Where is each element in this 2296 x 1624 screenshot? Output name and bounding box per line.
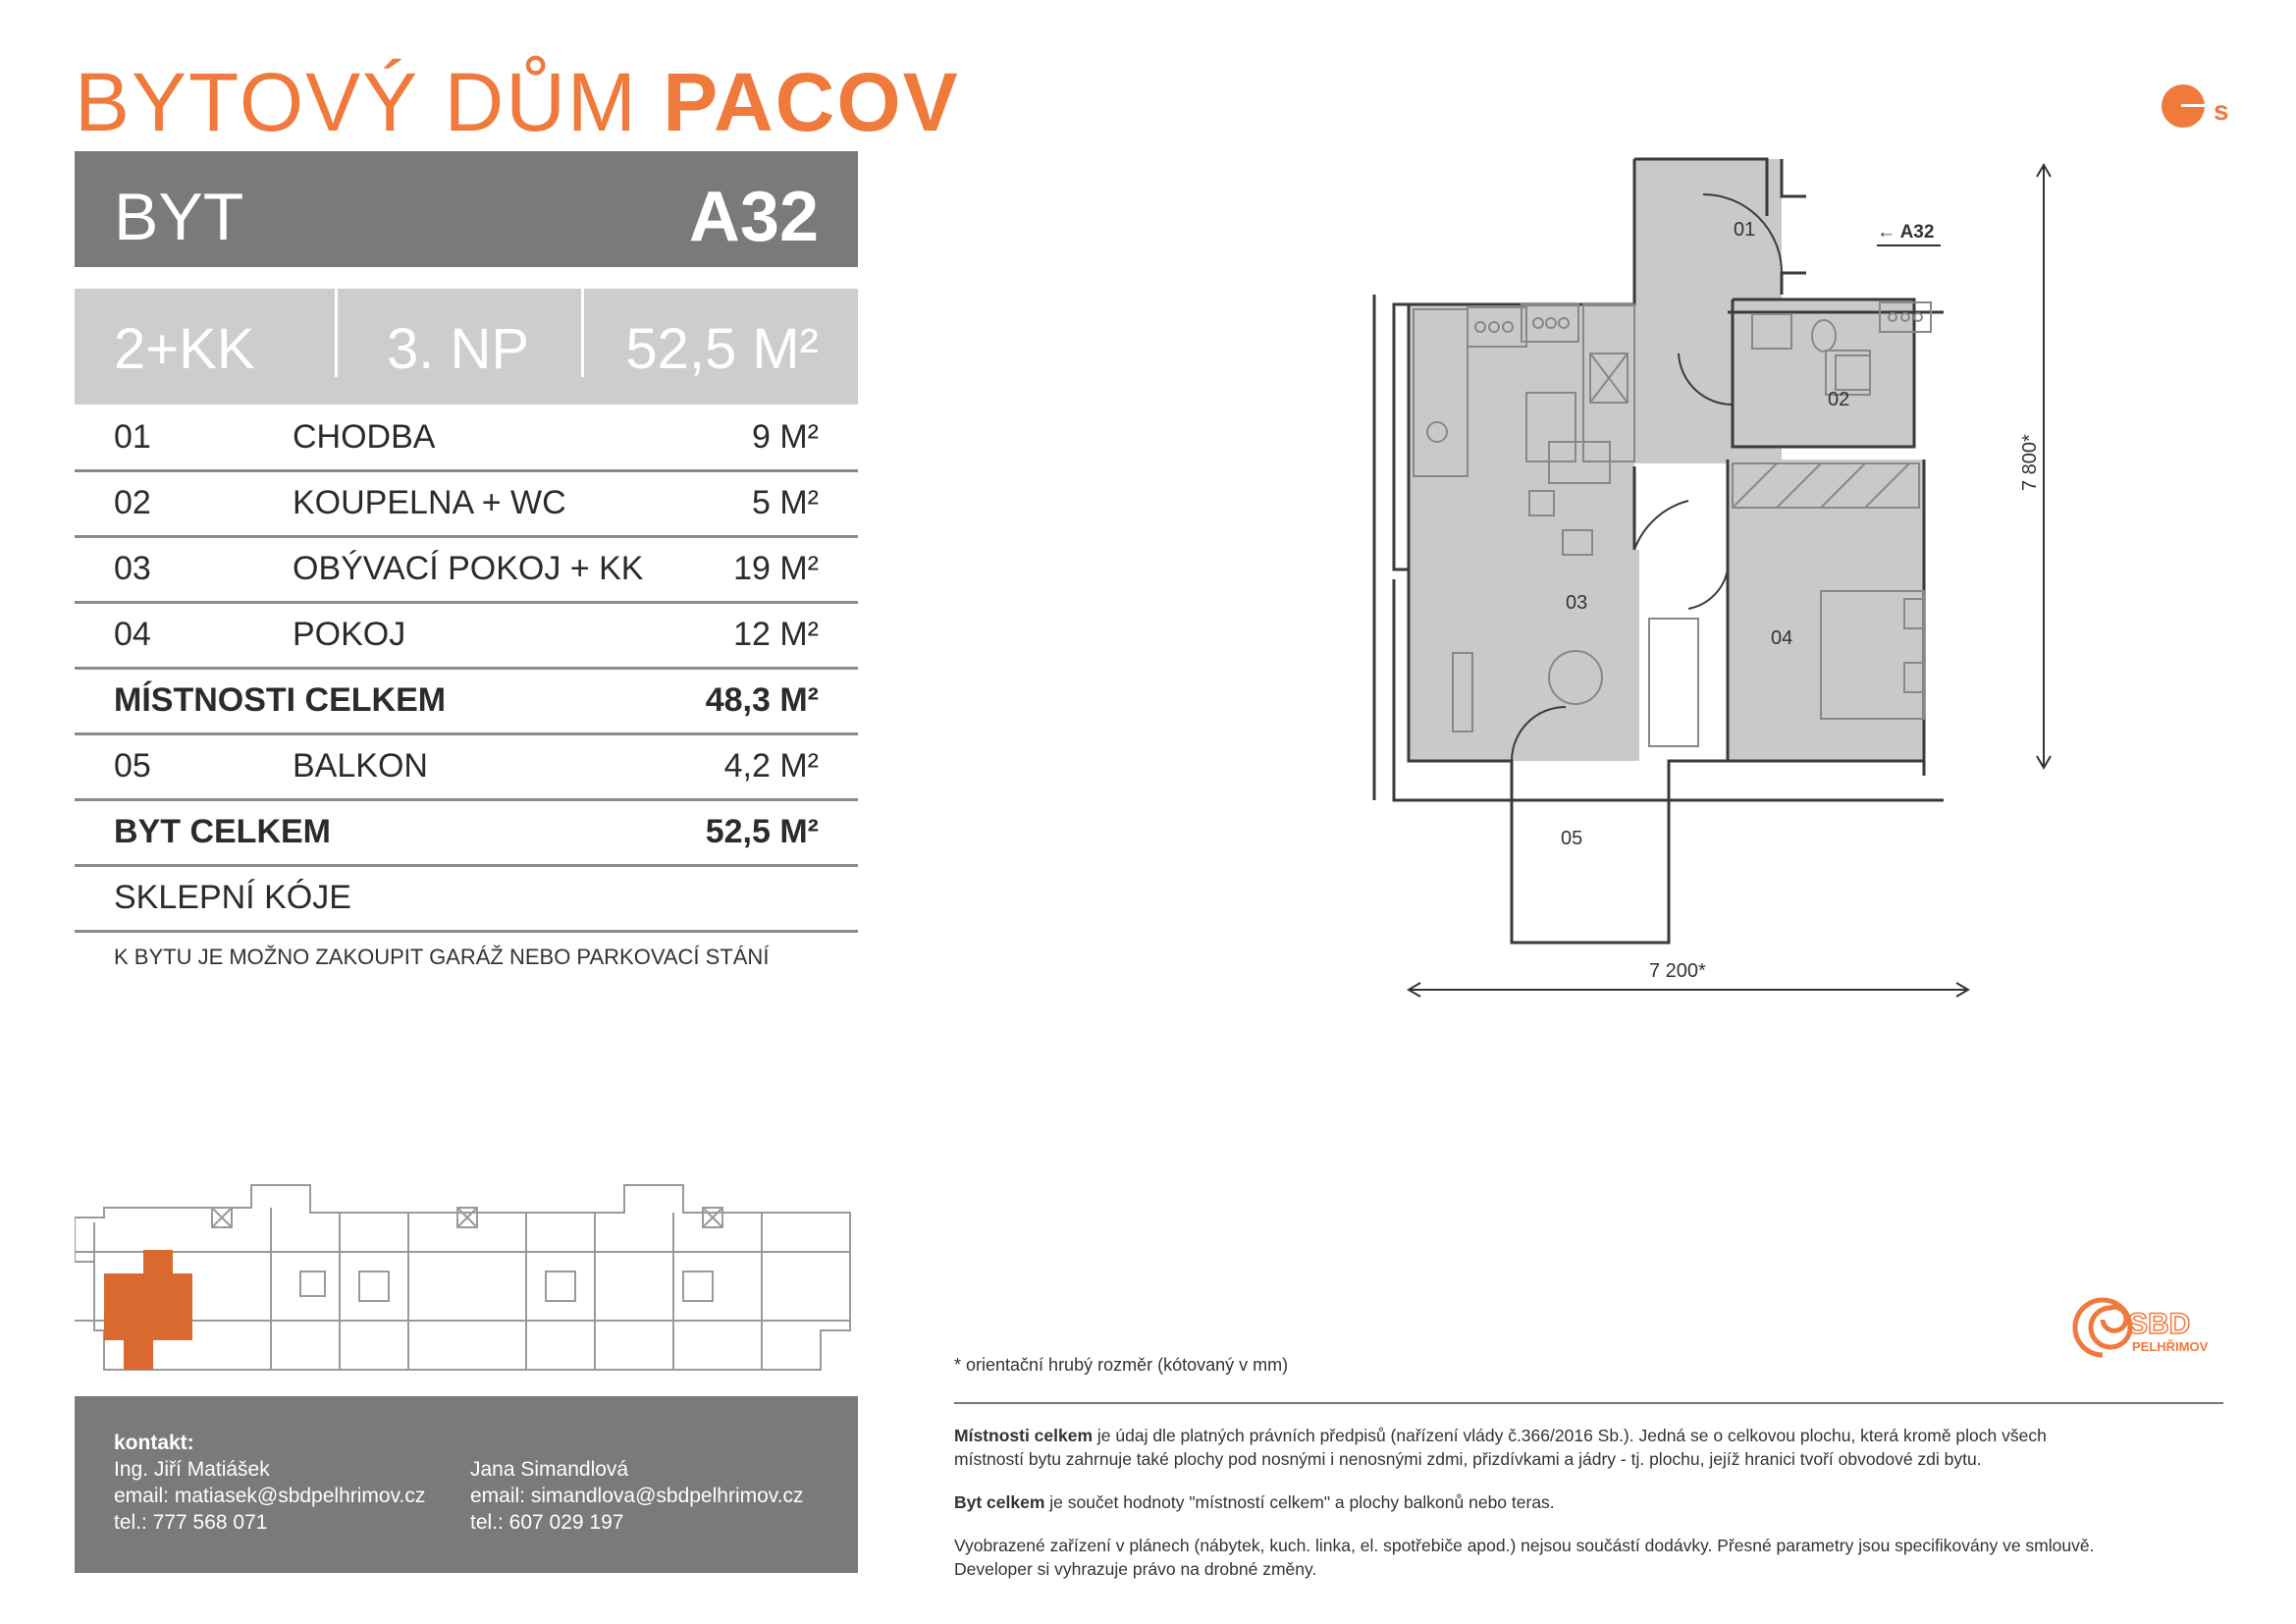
unit-stats-bar [75, 289, 858, 405]
floor-plan [1355, 147, 2061, 1011]
room-name: CHODBA [293, 418, 436, 456]
room-row [75, 470, 858, 538]
svg-text:SBD: SBD [2128, 1308, 2191, 1340]
unit-total-label: BYT CELKEM [114, 813, 331, 850]
room-row [75, 405, 858, 472]
room-name: POKOJ [293, 616, 406, 653]
disclaimer-equipment: Vyobrazené zařízení v plánech (nábytek, kuch. linka, el. spotřebiče apod.) nejsou součástí dodávky. Přesné parametry jsou specifikovány ve smlouvě. Developer si vyhrazuje právo na drobné změny. [954, 1536, 2095, 1579]
brand-logo-icon [2160, 84, 2238, 134]
rooms-total-area: 48,3 M² [705, 681, 819, 719]
plan-room-label: 05 [1561, 828, 1583, 849]
room-name: OBÝVACÍ POKOJ + KK [293, 550, 644, 587]
room-row [75, 602, 858, 670]
divider [954, 1402, 2223, 1404]
room-04-fill [1728, 460, 1924, 762]
rooms-total-row [75, 668, 858, 735]
room-area: 12 M² [733, 616, 819, 653]
stats-divider [581, 289, 584, 377]
plan-room-label: 01 [1734, 219, 1756, 241]
unit-banner [75, 151, 858, 267]
contact-email[interactable]: email: simandlova@sbdpelhrimov.cz [470, 1485, 804, 1507]
unit-total-row [75, 799, 858, 867]
rooms-total-label: MÍSTNOSTI CELKEM [114, 681, 447, 719]
cellar-label: SKLEPNÍ KÓJE [114, 879, 351, 916]
building-key-plan [75, 1173, 860, 1380]
plan-room-label: 02 [1828, 389, 1850, 410]
dimension-height: 7 800* [2019, 434, 2041, 491]
room-area: 5 M² [752, 484, 819, 521]
contact-phone[interactable]: tel.: 607 029 197 [470, 1511, 624, 1534]
dimension-width: 7 200* [1649, 960, 1706, 982]
disclaimer-unit-total: Byt celkem je součet hodnoty "místností celkem" a plochy balkonů nebo teras. [954, 1492, 1555, 1512]
room-number: 05 [114, 747, 151, 785]
room-number: 02 [114, 484, 151, 521]
room-area: 19 M² [733, 550, 819, 587]
room-row [75, 536, 858, 604]
svg-text:PELHŘIMOV: PELHŘIMOV [2132, 1339, 2209, 1354]
page-title: BYTOVÝ DŮM PACOV [75, 56, 960, 148]
contact-email[interactable]: email: matiasek@sbdpelhrimov.cz [114, 1485, 426, 1507]
room-name: BALKON [293, 747, 428, 785]
layout-type: 2+KK [114, 317, 255, 381]
room-03-fill [1409, 550, 1639, 761]
unit-area: 52,5 M² [625, 317, 819, 381]
svg-text:s: s [2214, 95, 2229, 126]
room-area: 4,2 M² [723, 747, 819, 785]
dimensions-note: * orientační hrubý rozměr (kótovaný v mm) [954, 1355, 1289, 1375]
room-number: 01 [114, 418, 151, 456]
entry-label: ← A32 [1877, 222, 1935, 243]
unit-code: A32 [688, 178, 819, 256]
room-area: 9 M² [752, 418, 819, 456]
cellar-row [75, 865, 858, 933]
contact-name: Ing. Jiří Matiášek [114, 1458, 270, 1481]
contact-panel [75, 1396, 858, 1573]
plan-room-label: 04 [1771, 627, 1793, 649]
floor-number: 3. NP [387, 317, 530, 381]
stats-divider [335, 289, 338, 377]
unit-label: BYT [114, 180, 244, 254]
balcony-row [75, 733, 858, 801]
disclaimer-rooms-total: Místnosti celkem je údaj dle platných právních předpisů (nařízení vlády č.366/2016 Sb.). Jedná se o celkovou plochu, která kromě ploch všech místností bytu zahrnuje také plochy pod nosnými i nenosnými zdmi, přizdívkami a jádry - tj. plochu, jejíž hranici tvoří obvodové zdi bytu. [954, 1426, 2047, 1469]
garage-note: K BYTU JE MOŽNO ZAKOUPIT GARÁŽ NEBO PARKOVACÍ STÁNÍ [114, 945, 770, 969]
plan-room-label: 03 [1566, 592, 1588, 614]
room-number: 04 [114, 616, 151, 653]
contact-name: Jana Simandlová [470, 1458, 629, 1481]
room-02-fill [1733, 299, 1914, 447]
room-number: 03 [114, 550, 151, 587]
unit-total-area: 52,5 M² [705, 813, 819, 850]
contact-heading: kontakt: [114, 1432, 194, 1454]
unit-highlight [104, 1250, 192, 1370]
sbd-logo [2071, 1296, 2228, 1365]
contact-phone[interactable]: tel.: 777 568 071 [114, 1511, 268, 1534]
room-name: KOUPELNA + WC [293, 484, 566, 521]
